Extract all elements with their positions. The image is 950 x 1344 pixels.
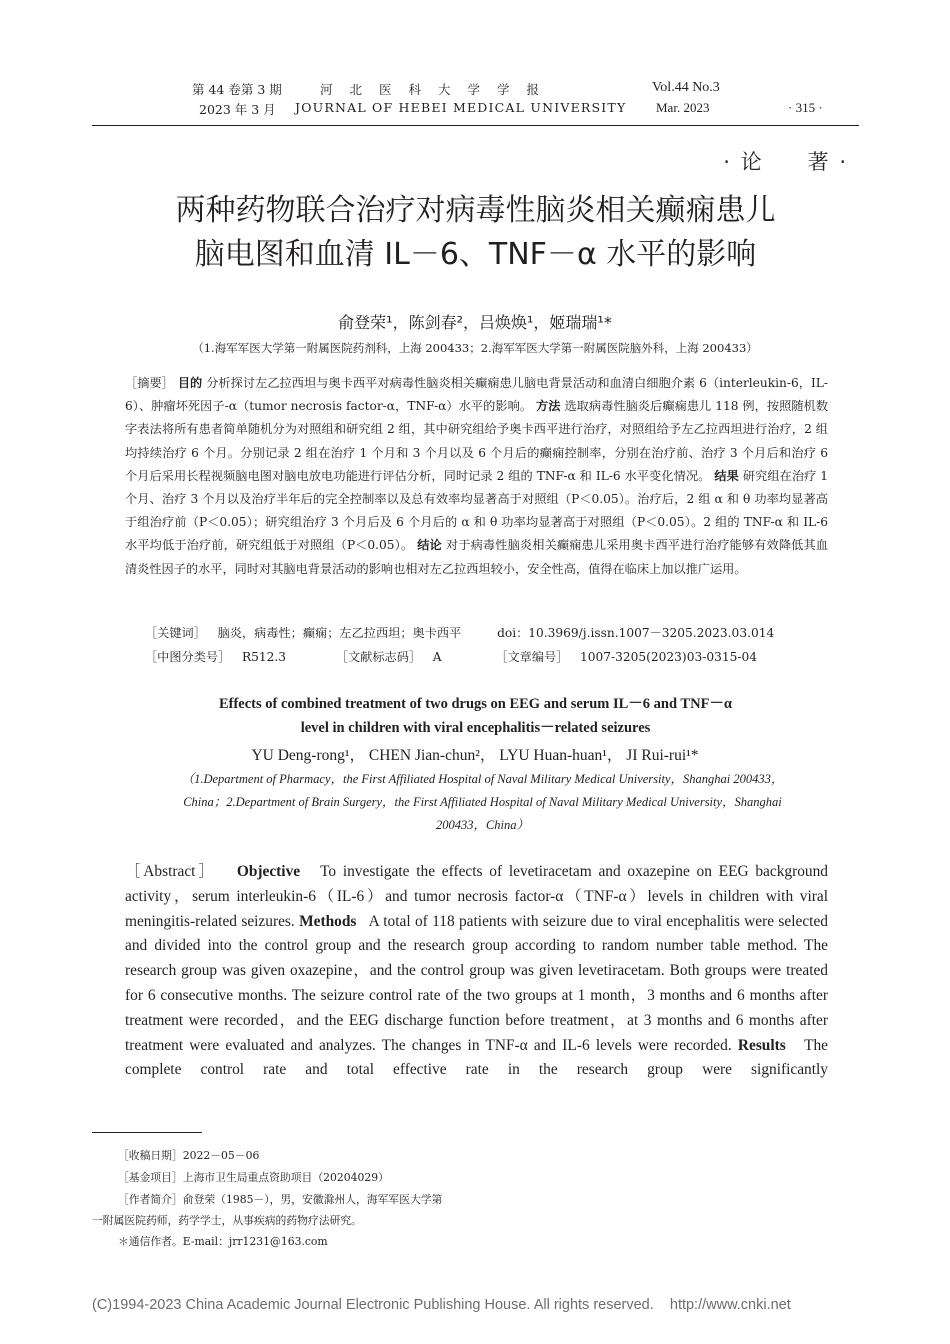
journal-name-en: JOURNAL OF HEBEI MEDICAL UNIVERSITY <box>295 100 627 115</box>
conclusion-label: 结论 <box>417 538 442 553</box>
classification-line <box>145 648 757 665</box>
keywords-line <box>145 624 774 641</box>
section-label-left: · 论 <box>723 150 764 174</box>
methods-label: 方法 <box>536 399 561 414</box>
keywords-value: 脑炎，病毒性；癫痫；左乙拉西坦；奥卡西平 <box>217 626 462 640</box>
methods-en-text: A total of 118 patients with seizure due to viral encephalitis were selected and divided into the control group and the research group according to random number table method. The research group was given oxazepine，and the control group was given levetiracetam. Both groups were treated for 6 consecutive months. The seizure control rate of the two groups at 1 month，3 months and 6 months after treatment were recorded，and the EEG discharge function before treatment，at 3 months and 6 months after treatment were evaluated and analyzes. The changes in TNF-α and IL-6 levels were recorded. <box>125 912 828 1054</box>
journal-name-cn: 河北医科大学学报 <box>320 82 557 97</box>
article-title-en <box>92 692 859 740</box>
title-en-line-1: Effects of combined treatment of two drugs on EEG and serum IL－6 and TNF－α <box>218 696 733 712</box>
running-header <box>0 80 950 124</box>
volume-en: Vol.44 No.3 <box>652 80 720 95</box>
results-en-text: The complete control rate and total effective rate in the research group were significantly <box>125 1036 828 1079</box>
article-number-value: 1007-3205(2023)03-0315-04 <box>580 650 757 664</box>
objective-en-text: To investigate the effects of levetiracetam and oxazepine on EEG background activity，serum interleukin-6（IL-6）and tumor necrosis factor-α（TNF-α）levels in children with viral meningitis-related seizures. <box>125 863 828 930</box>
results-text: 研究组在治疗 1 个月、治疗 3 个月以及治疗半年后的完全控制率以及总有效率均显著高于对照组（P＜0.05）。治疗后，2 组 α 和 θ 功率均显著高于组治疗前（P＜0.05）；研究组治疗 3 个月后及 6 个月后的 α 和 θ 功率均显著高于对照组（P＜0.05）。2 组的 TNF-α 和 IL-6 水平均低于治疗前，研究组低于对照组（P＜0.05）。 <box>125 468 829 553</box>
title-en-line-2: level in children with viral encephalitis－related seizures <box>300 720 651 736</box>
section-label <box>723 146 848 176</box>
article-title <box>92 189 859 277</box>
title-line-2: 脑电图和血清 IL－6、TNF－α 水平的影响 <box>194 237 757 272</box>
abstract-cn <box>125 372 828 581</box>
clc-label: ［中图分类号］ <box>145 650 231 664</box>
conclusion-text: 对于病毒性脑炎相关癫痫患儿采用奥卡西平进行治疗能够有效降低其血清炎性因子的水平，同时对其脑电背景活动的影响也相对左乙拉西坦较小，安全性高，值得在临床上加以推广运用。 <box>125 538 829 576</box>
copyright-watermark: (C)1994-2023 China Academic Journal Electronic Publishing House. All rights reserved. http://www.cnki.net <box>92 1297 791 1313</box>
article-number-label: ［文章编号］ <box>495 650 569 664</box>
footnote-rule <box>92 1132 202 1133</box>
abstract-en-label: ［Abstract］ <box>125 863 217 880</box>
footnote-corresponding: ＊通信作者。E-mail：jrr1231@163.com <box>118 1235 328 1248</box>
title-line-1: 两种药物联合治疗对病毒性脑炎相关癫痫患儿 <box>175 193 776 228</box>
abstract-en <box>125 860 828 1083</box>
header-rule <box>92 125 859 126</box>
doc-code-label: ［文献标志码］ <box>335 650 422 664</box>
clc-value: R512.3 <box>241 650 287 664</box>
footnote-author-1: ［作者简介］俞登荣（1985－），男，安徽滁州人，海军军医大学第 <box>118 1193 443 1206</box>
volume-cn: 第 44 卷第 3 期 <box>192 82 282 97</box>
keywords-label: ［关键词］ <box>145 626 206 640</box>
doc-code-value: A <box>432 650 442 664</box>
objective-en-label: Objective <box>236 863 301 880</box>
affiliations-en: （1.Department of Pharmacy，the First Affiliated Hospital of Naval Military Medical University，Shanghai 200433，China；2.Department of Brain Surgery，the First Affiliated Hospital of Naval Military Medical University，Shanghai 200433，China） <box>181 772 784 832</box>
results-en-label: Results <box>737 1036 786 1054</box>
date-en: Mar. 2023 <box>656 100 710 115</box>
objective-label: 目的 <box>177 376 203 390</box>
objective-text: 分析探讨左乙拉西坦与奥卡西平对病毒性脑炎相关癫痫患儿脑电背景活动和血清白细胞介素 6（interleukin-6，IL-6）、肿瘤坏死因子-α（tumor necrosis factor-α，TNF-α）水平的影响。 <box>125 376 829 414</box>
date-cn: 2023 年 3 月 <box>199 102 276 117</box>
authors-cn: 俞登荣¹，陈剑春²，吕焕焕¹，姬瑞瑞¹* <box>338 313 612 332</box>
methods-text: 选取病毒性脑炎后癫痫患儿 118 例，按照随机数字表法将所有患者简单随机分为对照组和研究组 2 组，其中研究组给予奥卡西平进行治疗，对照组给予左乙拉西坦进行治疗，2 组均持续治疗 6 个月。分别记录 2 组在治疗 1 个月和 3 个月以及 6 个月后的癫痫控制率，分别在治疗前、治疗 3 个月后和治疗 6 个月后采用长程视频脑电图对脑电放电功能进行评估分析，同时记录 2 组的 TNF-α 和 IL-6 水平变化情况。 <box>125 399 829 483</box>
page-number: · 315 · <box>788 100 823 115</box>
abstract-label: ［摘要］ <box>125 376 174 390</box>
section-label-right: 著 · <box>807 150 848 174</box>
methods-en-label: Methods <box>299 912 357 930</box>
footnote-fund: ［基金项目］上海市卫生局重点资助项目（20204029） <box>118 1171 389 1184</box>
affiliations-cn: （1.海军军医大学第一附属医院药剂科，上海 200433；2.海军军医大学第一附属医院脑外科，上海 200433） <box>192 341 758 355</box>
footnote-author-2: 一附属医院药师，药学学士，从事疾病的药物疗法研究。 <box>92 1214 362 1227</box>
results-label: 结果 <box>714 468 739 483</box>
footnote-received: ［收稿日期］2022－05－06 <box>118 1149 260 1162</box>
authors-en: YU Deng-rong¹， CHEN Jian-chun²， LYU Huan-huan¹， JI Rui-rui¹* <box>251 747 699 764</box>
doi: doi：10.3969/j.issn.1007－3205.2023.03.014 <box>497 626 775 640</box>
